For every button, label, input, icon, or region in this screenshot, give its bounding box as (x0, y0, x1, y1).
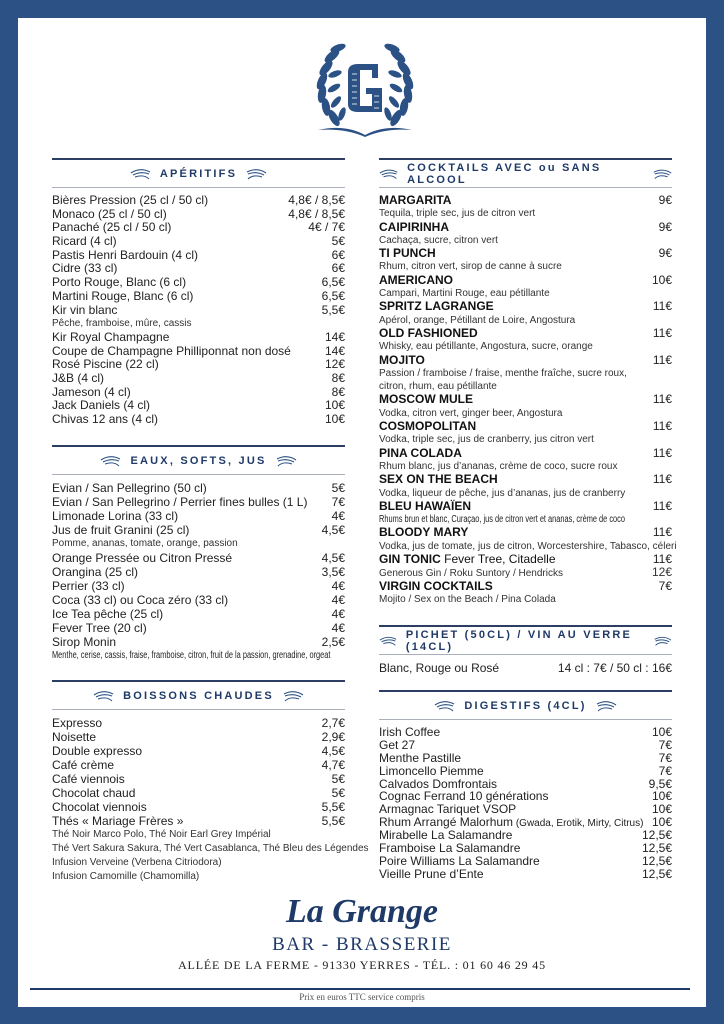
section-title: APÉRITIFS (159, 167, 238, 180)
item-name: Cognac Ferrand 10 générations (379, 789, 549, 804)
menu-item (52, 249, 345, 263)
section-title: DIGESTIFS (4CL) (464, 699, 587, 712)
item-price: 4€ (331, 509, 345, 523)
item-name: PINA COLADA (379, 445, 462, 460)
menu-item (379, 354, 672, 367)
section-boissons-chaudes (52, 680, 369, 884)
item-name: Generous Gin / Roku Suntory / Hendricks (379, 568, 563, 580)
item-price: 4,8€ / 8,5€ (288, 206, 345, 221)
menu-item (52, 870, 345, 884)
item-name: SEX ON THE BEACH (379, 472, 498, 487)
item-name: MOJITO (379, 352, 425, 367)
menu-item (52, 635, 345, 649)
section-title: PICHET (50CL) / VIN AU VERRE (14CL) (405, 628, 633, 653)
item-name: Passion / framboise / fraise, menthe fraîche, sucre roux, (379, 367, 627, 379)
menu-item (52, 413, 345, 427)
item-price: 11€ (652, 352, 672, 367)
menu-item (379, 433, 672, 446)
item-price: 5,5€ (321, 814, 345, 828)
menu-item (52, 758, 345, 772)
menu-item (52, 481, 345, 495)
item-name: Porto Rouge, Blanc (6 cl) (52, 275, 187, 290)
item-name: Limonade Lorina (33 cl) (52, 509, 179, 523)
swirl-ornament-icon (595, 700, 617, 712)
menu-item (379, 473, 672, 486)
item-name: VIRGIN COCKTAILS (379, 578, 493, 593)
item-price: 12€ (324, 357, 345, 372)
menu-item (52, 649, 345, 663)
menu-item (379, 314, 672, 327)
menu-item (52, 621, 345, 635)
section-header (52, 680, 345, 710)
item-price: 11€ (652, 498, 672, 513)
menu-item (379, 367, 672, 380)
item-name: MOSCOW MULE (379, 392, 473, 407)
item-price: 6,5€ (321, 275, 345, 290)
section-header (52, 158, 345, 188)
swirl-ornament-icon (379, 168, 399, 180)
menu-item (379, 540, 677, 553)
menu-item (379, 247, 672, 260)
item-name: Tequila, triple sec, jus de citron vert (379, 208, 536, 220)
item-name: Vieille Prune d’Ente (379, 866, 484, 881)
item-price: 12€ (651, 565, 672, 580)
menu-item (379, 327, 672, 340)
item-name: Coupe de Champagne Philliponnat non dosé (52, 343, 291, 358)
item-name: citron, rhum, eau pétillante (379, 381, 497, 393)
item-name: Cachaça, sucre, citron vert (379, 234, 498, 246)
menu-item (52, 716, 345, 730)
item-price: 5€ (331, 234, 345, 249)
menu-item (52, 304, 345, 318)
item-name: COSMOPOLITAN (379, 419, 477, 434)
menu-item (379, 287, 672, 300)
item-name: AMERICANO (379, 272, 453, 287)
menu-item (52, 235, 345, 249)
footer-divider (30, 988, 690, 990)
item-detail: Fever Tree, Citadelle (440, 552, 556, 567)
section-header (52, 445, 345, 475)
item-price: 10€ (651, 802, 672, 817)
laurel-g-logo (310, 36, 420, 138)
menu-item (52, 772, 345, 786)
section-header (379, 158, 672, 188)
item-price: 5€ (331, 481, 345, 495)
item-name: Menthe, cerise, cassis, fraise, framboise, citron, fruit de la passion, grenadine, orgeat (52, 650, 331, 661)
item-price: 10€ (651, 789, 672, 804)
menu-item (52, 842, 369, 856)
swirl-ornament-icon (379, 635, 398, 647)
item-name: Thé Vert Sakura Sakura, Thé Vert Casablanca, Thé Bleu des Légendes (52, 843, 369, 854)
menu-item (52, 317, 345, 331)
item-price: 12,5€ (641, 866, 672, 881)
item-name: Kir vin blanc (52, 302, 118, 317)
item-price: 4,5€ (321, 523, 345, 537)
menu-item (379, 260, 672, 273)
menu-item (379, 580, 672, 593)
item-price: 2,5€ (321, 635, 345, 649)
section-pichet-vin (379, 625, 672, 675)
menu-item (52, 495, 345, 509)
item-price: 5€ (331, 772, 345, 786)
swirl-ornament-icon (100, 455, 122, 467)
menu-item (379, 487, 672, 500)
menu-item (52, 399, 345, 413)
menu-item (52, 331, 345, 345)
menu-item (379, 566, 672, 579)
item-price: 7€ (658, 763, 672, 778)
item-name: Pomme, ananas, tomate, orange, passion (52, 538, 238, 549)
item-price: 14€ (324, 343, 345, 358)
swirl-ornament-icon (653, 635, 672, 647)
item-price: 11€ (652, 445, 672, 460)
menu-item (52, 290, 345, 304)
item-name: Pêche, framboise, mûre, cassis (52, 318, 192, 330)
item-list (52, 194, 345, 427)
section-title: BOISSONS CHAUDES (123, 689, 274, 702)
item-detail: (Gwada, Erotik, Mirty, Citrus) (513, 818, 644, 830)
item-name: Ricard (4 cl) (52, 234, 117, 249)
item-price: 11€ (652, 472, 672, 487)
item-name: Vodka, jus de tomate, jus de citron, Worcestershire, Tabasco, céleri (379, 540, 677, 552)
item-name: Blanc, Rouge ou Rosé (379, 661, 500, 675)
item-list (52, 481, 345, 663)
item-price: 6,5€ (321, 288, 345, 303)
item-price: 8€ (331, 370, 345, 385)
item-price: 11€ (652, 419, 672, 434)
menu-item (52, 194, 345, 208)
item-name: Mirabelle La Salamandre (379, 828, 513, 843)
item-price: 7€ (331, 495, 345, 509)
item-name: Poire Williams La Salamandre (379, 853, 540, 868)
brand-name: La Grange (285, 893, 439, 930)
menu-item (379, 726, 672, 739)
item-price: 10€ (651, 725, 672, 739)
menu-item (52, 386, 345, 400)
item-name: Fever Tree (20 cl) (52, 621, 147, 635)
menu-item (379, 868, 672, 881)
item-name: Expresso (52, 716, 103, 730)
item-price: 14 cl : 7€ / 50 cl : 16€ (557, 661, 672, 675)
menu-item (379, 460, 672, 473)
item-price: 4,7€ (321, 758, 345, 772)
item-name: Infusion Camomille (Chamomilla) (52, 871, 200, 882)
item-name: Infusion Verveine (Verbena Citriodora) (52, 857, 222, 868)
item-name: Chocolat chaud (52, 786, 136, 800)
menu-item (379, 393, 672, 406)
item-name: Whisky, eau pétillante, Angostura, sucre, orange (379, 341, 593, 353)
item-name: Jameson (4 cl) (52, 384, 131, 399)
item-price: 10€ (324, 398, 345, 413)
item-name: Mojito / Sex on the Beach / Pina Colada (379, 593, 556, 605)
item-name: BLOODY MARY (379, 525, 469, 540)
item-price: 2,7€ (321, 716, 345, 730)
item-price: 11€ (652, 392, 672, 407)
item-price: 4€ (331, 579, 345, 593)
menu-item (52, 607, 345, 621)
menu-item (379, 420, 672, 433)
item-name: Café viennois (52, 772, 125, 786)
item-name: Framboise La Salamandre (379, 841, 521, 856)
item-name: Vodka, citron vert, ginger beer, Angostura (379, 407, 563, 419)
item-name: Orange Pressée ou Citron Pressé (52, 551, 233, 565)
menu-item (52, 551, 345, 565)
menu-item (379, 380, 672, 393)
menu-item (379, 513, 672, 526)
item-name: GIN TONIC (379, 552, 441, 567)
item-name: Orangina (25 cl) (52, 565, 139, 579)
menu-item (379, 593, 672, 606)
item-list (379, 193, 677, 606)
item-name: Limoncello Piemme (379, 763, 484, 778)
item-name: MARGARITA (379, 193, 452, 207)
menu-item (379, 447, 672, 460)
menu-item (52, 786, 345, 800)
item-price: 4€ (331, 593, 345, 607)
item-name: Jus de fruit Granini (25 cl) (52, 523, 190, 537)
item-name: Rosé Piscine (22 cl) (52, 357, 159, 372)
menu-item (379, 194, 672, 207)
item-price: 11€ (652, 525, 672, 540)
item-price: 5,5€ (321, 800, 345, 814)
item-price: 7€ (658, 750, 672, 765)
item-name: Rhum blanc, jus d’ananas, crème de coco, sucre roux (379, 460, 618, 472)
item-name: Double expresso (52, 744, 143, 758)
menu-item (52, 509, 345, 523)
item-price: 7€ (658, 578, 672, 593)
item-name: Coca (33 cl) ou Coca zéro (33 cl) (52, 593, 229, 607)
item-price: 4,5€ (321, 551, 345, 565)
item-list (379, 726, 672, 881)
item-name: Vodka, triple sec, jus de cranberry, jus citron vert (379, 434, 594, 446)
item-name: Chivas 12 ans (4 cl) (52, 412, 159, 426)
item-name: Rhums brun et blanc, Curaçao, jus de citron vert et ananas, crème de coco (379, 514, 625, 526)
section-aperitifs (52, 158, 345, 427)
item-price: 2,9€ (321, 730, 345, 744)
item-name: Ice Tea pêche (25 cl) (52, 607, 164, 621)
menu-item (52, 345, 345, 359)
brand-subtitle: BAR - BRASSERIE (272, 934, 452, 955)
item-name: TI PUNCH (379, 246, 436, 261)
item-price: 9€ (658, 246, 672, 261)
menu-item (52, 358, 345, 372)
menu-item (379, 407, 672, 420)
item-name: Evian / San Pellegrino / Perrier fines bulles (1 L) (52, 495, 308, 509)
item-name: Thé Noir Marco Polo, Thé Noir Earl Grey Impérial (52, 829, 271, 840)
menu-item (52, 814, 345, 828)
item-name: Pastis Henri Bardouin (4 cl) (52, 247, 199, 262)
menu-item (52, 276, 345, 290)
item-name: BLEU HAWAÏEN (379, 498, 472, 513)
item-name: Rhum Arrangé Malorhum (379, 815, 514, 830)
item-name: Rhum, citron vert, sirop de canne à sucre (379, 261, 562, 273)
item-list (379, 661, 672, 675)
menu-item (52, 221, 345, 235)
item-price: 4€ / 7€ (308, 220, 345, 235)
item-name: Café crème (52, 758, 115, 772)
item-price: 12,5€ (641, 828, 672, 843)
item-price: 12,5€ (641, 841, 672, 856)
menu-item (52, 744, 345, 758)
menu-item (379, 300, 672, 313)
section-header (379, 690, 672, 720)
item-price: 4€ (331, 607, 345, 621)
item-name: SPRITZ LAGRANGE (379, 299, 494, 314)
swirl-ornament-icon (275, 455, 297, 467)
item-name: Kir Royal Champagne (52, 329, 170, 344)
swirl-ornament-icon (245, 168, 267, 180)
item-name: Monaco (25 cl / 50 cl) (52, 206, 167, 221)
item-name: Chocolat viennois (52, 800, 147, 814)
menu-item (379, 553, 672, 566)
item-name: Apérol, orange, Pétillant de Loire, Angostura (379, 314, 576, 326)
item-name: Vodka, liqueur de pêche, jus d’ananas, jus de cranberry (379, 487, 626, 499)
item-name: J&B (4 cl) (52, 370, 105, 385)
item-price: 4,8€ / 8,5€ (288, 193, 345, 207)
menu-item (379, 661, 672, 675)
swirl-ornament-icon (282, 690, 304, 702)
menu-item (52, 730, 345, 744)
item-price: 3,5€ (321, 565, 345, 579)
item-price: 6€ (331, 261, 345, 276)
section-cocktails (379, 158, 677, 606)
menu-item (379, 526, 672, 539)
item-price: 11€ (652, 299, 672, 314)
section-eaux-softs-jus (52, 445, 345, 663)
menu-item (52, 372, 345, 386)
menu-item (379, 234, 672, 247)
item-name: Thés « Mariage Frères » (52, 814, 184, 828)
item-price: 14€ (324, 329, 345, 344)
menu-item (52, 828, 345, 842)
item-price: 10€ (651, 272, 672, 287)
item-name: Campari, Martini Rouge, eau pétillante (379, 288, 550, 300)
item-name: Bières Pression (25 cl / 50 cl) (52, 193, 209, 207)
item-name: Martini Rouge, Blanc (6 cl) (52, 288, 194, 303)
item-name: OLD FASHIONED (379, 325, 478, 340)
brand-address: ALLÉE DE LA FERME - 91330 YERRES - TÉL. : 01 60 46 29 45 (178, 958, 546, 972)
menu-item (379, 221, 672, 234)
menu-item (52, 579, 345, 593)
menu-item (52, 208, 345, 222)
item-price: 10€ (324, 412, 345, 426)
item-name: Sirop Monin (52, 635, 117, 649)
item-price: 11€ (652, 552, 672, 567)
section-header (379, 625, 672, 655)
item-price: 7€ (658, 737, 672, 752)
item-price: 6€ (331, 247, 345, 262)
item-name: Panaché (25 cl / 50 cl) (52, 220, 172, 235)
swirl-ornament-icon (652, 168, 672, 180)
item-list (52, 716, 369, 884)
item-name: Perrier (33 cl) (52, 579, 125, 593)
item-price: 12,5€ (641, 853, 672, 868)
menu-item (52, 593, 345, 607)
item-name: Armagnac Tariquet VSOP (379, 802, 517, 817)
item-price: 9,5€ (648, 776, 672, 791)
menu-item (52, 800, 345, 814)
item-name: Get 27 (379, 737, 416, 752)
menu-item (52, 262, 345, 276)
swirl-ornament-icon (434, 700, 456, 712)
item-name: Irish Coffee (379, 725, 441, 739)
item-price: 10€ (651, 815, 672, 830)
section-title: EAUX, SOFTS, JUS (130, 454, 267, 467)
menu-item (379, 274, 672, 287)
item-price: 5,5€ (321, 302, 345, 317)
item-name: Calvados Domfrontais (379, 776, 498, 791)
item-name: CAIPIRINHA (379, 219, 450, 234)
section-digestifs (379, 690, 672, 881)
item-price: 4,5€ (321, 744, 345, 758)
item-name: Menthe Pastille (379, 750, 462, 765)
swirl-ornament-icon (130, 168, 152, 180)
swirl-ornament-icon (93, 690, 115, 702)
item-name: Noisette (52, 730, 97, 744)
section-title: COCKTAILS AVEC ou SANS ALCOOL (407, 161, 602, 186)
menu-item (52, 565, 345, 579)
item-name: Jack Daniels (4 cl) (52, 398, 151, 413)
menu-item (379, 207, 672, 220)
price-note: Prix en euros TTC service compris (299, 992, 425, 1002)
item-price: 9€ (658, 193, 672, 207)
item-price: 4€ (331, 621, 345, 635)
menu-item (379, 340, 672, 353)
item-price: 11€ (652, 325, 672, 340)
item-name: Evian / San Pellegrino (50 cl) (52, 481, 207, 495)
menu-item (52, 523, 345, 537)
item-price: 8€ (331, 384, 345, 399)
item-price: 9€ (658, 219, 672, 234)
menu-item (379, 500, 672, 513)
menu-item (52, 537, 345, 551)
item-price: 5€ (331, 786, 345, 800)
menu-item (52, 856, 345, 870)
item-name: Cidre (33 cl) (52, 261, 118, 276)
